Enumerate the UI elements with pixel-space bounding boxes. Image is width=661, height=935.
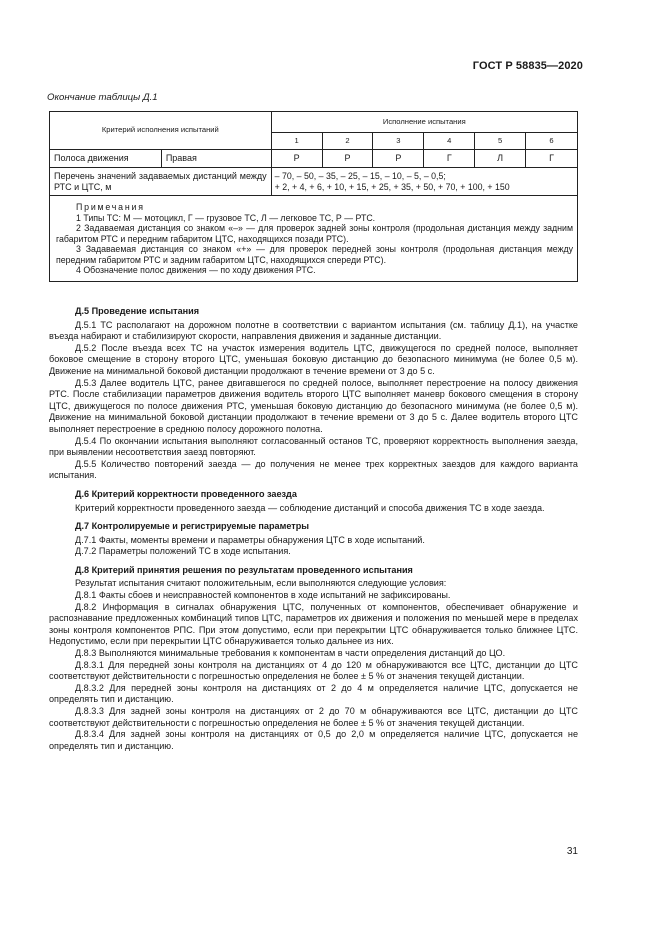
lane-cell: Л (475, 150, 526, 168)
section-heading: Д.7 Контролируемые и регистрируемые параметры (75, 521, 310, 532)
note: 4 Обозначение полос движения — по ходу движения РТС. (76, 265, 316, 275)
paragraph: Д.7.2 Параметры положений ТС в ходе испытания. (75, 546, 291, 557)
column-number: 1 (271, 133, 322, 150)
execution-header: Исполнение испытания (271, 112, 577, 133)
paragraph: Д.8.3.1 Для передней зоны контроля на дистанциях от 4 до 120 м обнаруживаются все ЦТС, дистанции до ЦТС соответствуют действительности с погрешностью определения не более ± 5 % от значения текущей дистанции. (49, 659, 578, 682)
paragraph: Д.5.5 Количество повторений заезда — до получения не менее трех корректных заездов для каждого варианта испытания. (49, 458, 578, 481)
lane-cell: Г (526, 150, 578, 168)
paragraph: Д.5.3 Далее водитель ЦТС, ранее двигавшегося по средней полосе, выполняет перестроение на полосу движения РТС. После стабилизации параметров движения водитель второго ЦТС выполняет маневр бокового смещения в сторону ЦТС, движущегося по полосе движения РТС, уменьшая боковую дистанцию до безопасного минимума (не более 0,5 м). Движение на минимальной боковой дистанции продолжают в течение времени от 3 до 5 с. Далее водитель второго ЦТС выполняет перестроение в среднюю полосу дорожного полотна. (49, 377, 578, 434)
distance-list-line: + 2, + 4, + 6, + 10, + 15, + 25, + 35, + 50, + 70, + 100, + 150 (274, 181, 510, 192)
paragraph: Д.8.3.2 Для передней зоны контроля на дистанциях от 2 до 4 м определяется наличие ЦТС, допускается не определять тип и дистанцию. (49, 682, 578, 705)
paragraph: Д.5.4 По окончании испытания выполняют согласованный останов ТС, проверяют корректность выполнения заезда, при выявлении несоответствия заезд повторяют. (49, 435, 578, 458)
column-number: 6 (526, 133, 578, 150)
column-number: 2 (322, 133, 373, 150)
notes-title: Примечания (76, 202, 145, 212)
note: 2 Задаваемая дистанция со знаком «–» — для проверок задней зоны контроля (продольная дистанция между задним габаритом РТС и передним габаритом ЦТС, находящихся позади РТС). (56, 223, 573, 244)
criterion-header: Критерий исполнения испытаний (50, 112, 272, 150)
section-heading: Д.6 Критерий корректности проведенного заезда (75, 488, 297, 499)
paragraph: Д.5.1 ТС располагают на дорожном полотне в соответствии с вариантом испытания (см. таблицу Д.1), на участке въезда набирают и стабилизируют скорости, направления движения и заданные дистанции. (49, 319, 578, 342)
page-number: 31 (566, 846, 578, 857)
distance-list-label: Перечень значений задаваемых дистанций между РТС и ЦТС, м (50, 168, 272, 196)
paragraph: Д.8.2 Информация в сигналах обнаружения ЦТС, полученных от компонентов, обеспечивает обнаружение и распознавание предложенных комбинаций типов ЦТС, параметров их движения и положения по меньшей мере в пределах зоны контроля компонентов РПС. При этом допустимо, если при перекрытии ЦТС обнаруживается только ближнее ЦТС. Недопустимо, если при перекрытии ЦТС обнаруживается только дальнее из них. (49, 601, 578, 647)
lane-cell: Р (373, 150, 424, 168)
lane-cell: Г (424, 150, 475, 168)
paragraph: Д.8.3.3 Для задней зоны контроля на дистанциях от 2 до 70 м обнаруживаются все ЦТС, дистанции до ЦТС соответствуют действительности с погрешностью определения не более ± 5 % от значения текущей дистанции. (49, 706, 578, 728)
paragraph: Результат испытания считают положительным, если выполняются следующие условия: (75, 578, 447, 589)
column-number: 5 (475, 133, 526, 150)
distance-list-line: – 70, – 50, – 35, – 25, – 15, – 10, – 5, – 0,5; (274, 171, 446, 181)
table-notes (50, 196, 578, 282)
note: 1 Типы ТС: М — мотоцикл, Г — грузовое ТС, Л — легковое ТС, Р — РТС. (76, 212, 376, 223)
note: 3 Задаваемая дистанция со знаком «+» — для проверок передней зоны контроля (продольная дистанция между передним габаритом РТС и задним габаритом ЦТС, находящихся спереди РТС). (56, 244, 573, 265)
paragraph: Критерий корректности проведенного заезда — соблюдение дистанций и способа движения ТС в ходе заезда. (75, 502, 545, 513)
section-heading: Д.8 Критерий принятия решения по результатам проведенного испытания (75, 564, 413, 575)
test-conditions-table (49, 111, 578, 282)
paragraph: Д.8.1 Факты сбоев и неисправностей компонентов в ходе испытаний не зафиксированы. (75, 590, 451, 601)
standard-number: ГОСТ Р 58835—2020 (472, 60, 583, 72)
column-number: 4 (424, 133, 475, 150)
lane-value: Правая (161, 150, 271, 168)
lane-label: Полоса движения (50, 150, 162, 168)
distance-list-values (271, 168, 577, 196)
section-heading: Д.5 Проведение испытания (75, 306, 200, 316)
paragraph: Д.5.2 После въезда всех ТС на участок измерения водитель ЦТС, движущегося по средней полосе, выполняет боковое смещение в сторону второго ЦТС, уменьшая боковую дистанцию до безопасного минимума (не более 0,5 м). Движение на минимальной боковой дистанции продолжают в течение времени от 3 до 5 с. (49, 342, 578, 376)
paragraph: Д.8.3.4 Для задней зоны контроля на дистанциях от 0,5 до 2,0 м определяется наличие ЦТС, допускается не определять тип и дистанцию. (49, 729, 578, 751)
table-caption: Окончание таблицы Д.1 (47, 92, 158, 103)
column-number: 3 (373, 133, 424, 150)
paragraph: Д.8.3 Выполняются минимальные требования к компонентам в части определения дистанций до ЦО. (75, 648, 506, 659)
lane-cell: Р (271, 150, 322, 168)
lane-cell: Р (322, 150, 373, 168)
document-body (49, 306, 578, 752)
paragraph: Д.7.1 Факты, моменты времени и параметры обнаружения ЦТС в ходе испытаний. (75, 534, 425, 545)
